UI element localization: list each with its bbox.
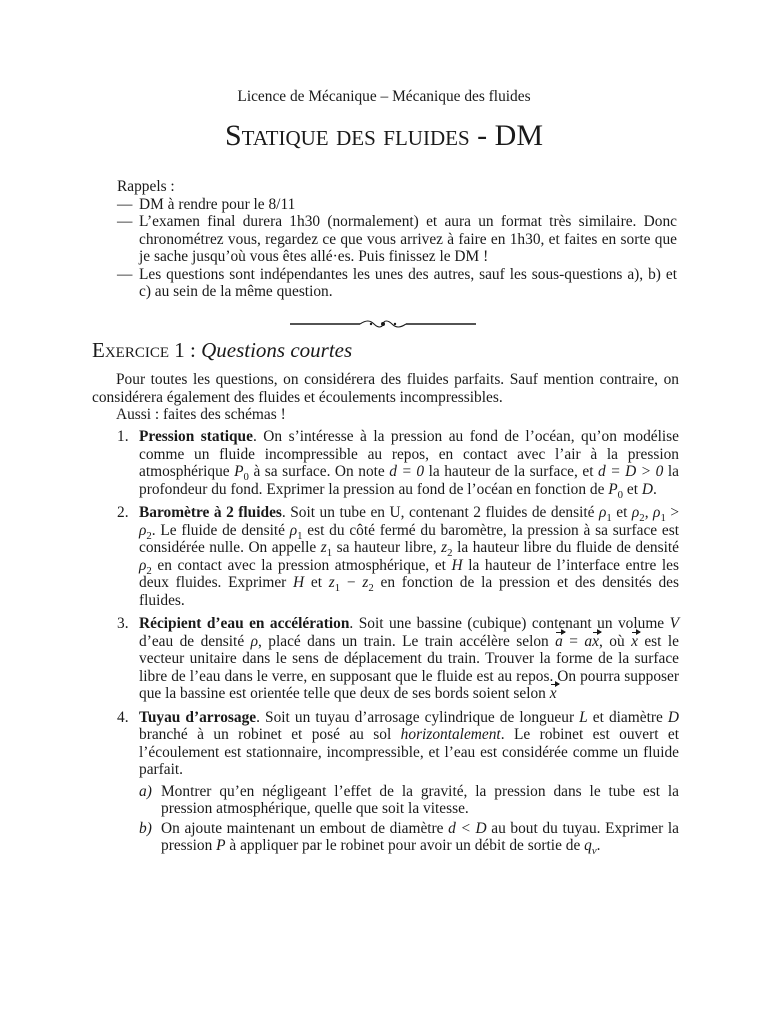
question-text: . Soit un tube en U, contenant 2 fluides de densité (281, 504, 599, 521)
question-text: On ajoute maintenant un embout de diamètre (161, 819, 449, 837)
title-tail: DM (494, 119, 543, 152)
question-text: . Soit un tuyau d’arrosage cylindrique de longueur (256, 708, 580, 726)
question-text: Montrer qu’en négligeant l’effet de la gravité, la pression dans le tube est la pression atmosphérique, quelle que soit la vitesse. (161, 782, 679, 817)
question-text: est le vecteur unitaire dans le sens de déplacement du train. Trouver la forme de la surface libre de l’eau dans le verre, en supposant que le fluide est au repos. On pourra supposer que la bassine est orientée telle que deux de ses bords soient selon (139, 632, 679, 702)
math-expression: d = D > 0 (598, 463, 664, 480)
math-symbol: P (608, 480, 618, 498)
question-number: 3. (117, 615, 129, 632)
math-symbol: z (441, 539, 448, 556)
math-symbol: ρ (631, 504, 640, 521)
question-text: et (304, 574, 329, 591)
math-symbol: z (362, 574, 369, 591)
math-symbol: D (667, 708, 679, 726)
question-text: la hauteur libre du fluide de densité (452, 539, 679, 556)
reminders-heading: Rappels : (117, 178, 175, 195)
question-text: . (596, 837, 601, 854)
question-title: Pression statique (139, 428, 253, 445)
math-subscript: 2 (639, 512, 645, 525)
math-subscript: 1 (606, 512, 612, 525)
math-expression: d = 0 (389, 463, 425, 480)
ornament-divider (290, 317, 476, 331)
math-operator: > (665, 504, 680, 521)
question-text: et (623, 480, 642, 498)
course-header: Licence de Mécanique – Mécanique des fluides (237, 88, 531, 105)
exercise-subtitle: Questions courtes (201, 338, 353, 362)
question-text: , placé dans un train. Le train accélère selon (258, 632, 556, 650)
reminder-item (117, 213, 677, 266)
question-text: , où (598, 632, 632, 650)
question-text: . (653, 480, 657, 498)
math-subscript: 2 (368, 582, 374, 595)
reminder-item (117, 196, 677, 214)
math-symbol: ρ (653, 504, 661, 521)
exercise-colon: : (184, 338, 202, 362)
question-text: en fonction de la pression et des densités des fluides. (139, 574, 679, 609)
math-subscript: 2 (447, 547, 453, 560)
question-text: . Soit une bassine (cubique) contenant un volume (349, 615, 670, 632)
math-subscript: 0 (243, 471, 249, 484)
math-symbol: z (328, 574, 335, 591)
title-separator: - (469, 119, 495, 152)
math-symbol: L (579, 708, 588, 726)
math-symbol: a (584, 632, 593, 650)
math-operator: = (562, 632, 585, 650)
document-title (0, 120, 768, 152)
question-list (117, 428, 679, 861)
question-number: 4. (117, 708, 129, 726)
question-text: d’eau de densité (139, 632, 251, 650)
question-text: la hauteur de la surface, et (424, 463, 598, 480)
math-subscript: 1 (334, 582, 341, 595)
math-symbol: P (216, 837, 226, 854)
question-text: , (644, 504, 654, 521)
math-operator: − (340, 574, 363, 591)
subquestion-b (139, 819, 679, 858)
dash-bullet: — (117, 213, 133, 230)
question-text: branché à un robinet et posé au sol (139, 726, 401, 743)
question-text: sa hauteur libre, (332, 539, 442, 556)
math-symbol: z (320, 539, 327, 556)
question-number: 2. (117, 504, 129, 521)
exercise-heading (92, 338, 352, 362)
math-symbol: ρ (139, 556, 147, 574)
question-text: à appliquer par le robinet pour avoir un débit de sortie de (225, 837, 585, 854)
question-item-1 (117, 428, 680, 501)
question-number: 1. (117, 428, 129, 445)
question-text: et diamètre (587, 708, 668, 726)
math-symbol: H (451, 556, 463, 574)
subquestion-label: a) (139, 782, 152, 800)
vector-x: x (631, 632, 638, 650)
reminder-item (117, 266, 677, 301)
question-item-4 (117, 708, 680, 858)
question-text: . Le fluide de densité (151, 521, 290, 539)
question-text: la hauteur de l’interface entre les deux fluides. Exprimer (139, 556, 679, 591)
question-item-3 (117, 615, 679, 703)
exercise-label: Exercice 1 (92, 338, 185, 362)
question-title: Baromètre à 2 fluides (139, 504, 282, 521)
vector-a: a (555, 632, 563, 650)
math-subscript: 0 (617, 488, 624, 501)
math-symbol: ρ (250, 632, 258, 650)
question-text: . Le robinet est ouvert et l’écoulement est stationnaire, incompressible, et l’eau est considérée comme un fluide parfait. (139, 726, 680, 778)
math-symbol: D (641, 480, 653, 498)
question-item-2 (117, 504, 679, 609)
title-main: Statique des fluides (224, 119, 470, 152)
math-symbol: H (293, 574, 305, 591)
math-symbol: V (669, 615, 679, 632)
math-symbol: ρ (289, 521, 298, 539)
intro-note: Aussi : faites des schémas ! (116, 406, 286, 423)
exercise-intro (92, 371, 679, 424)
question-text: au bout du tuyau. Exprimer la pression (161, 819, 679, 854)
math-expression: d < D (448, 819, 487, 837)
reminders-list (117, 196, 677, 301)
emphasis-text: horizontalement (400, 726, 501, 743)
subquestion-list (139, 782, 679, 858)
subquestion-label: b) (139, 819, 152, 837)
question-title: Tuyau d’arrosage (139, 708, 257, 726)
question-text: est du côté fermé du baromètre, la pression à sa surface est considérée nulle. On appelle (139, 521, 679, 556)
math-symbol: q (584, 837, 592, 854)
math-symbol: ρ (599, 504, 607, 521)
question-text: la profondeur du fond. Exprimer la pression au fond de l’océan en fonction de (139, 463, 679, 498)
math-subscript: 1 (326, 547, 333, 560)
math-subscript: 1 (660, 512, 666, 525)
vector-x: x (592, 632, 599, 650)
vector-x: x (549, 685, 557, 702)
intro-paragraph: Pour toutes les questions, on considérera des fluides parfaits. Sauf mention contraire, on considérera également des fluides et écoulements incompressibles. (92, 371, 679, 406)
question-text: à sa surface. On note (248, 463, 390, 480)
math-subscript: 2 (146, 529, 152, 542)
math-symbol: ρ (139, 521, 147, 539)
reminders-section (117, 178, 677, 301)
question-title: Récipient d’eau en accélération (139, 615, 350, 632)
math-subscript: v (591, 845, 597, 858)
math-subscript: 2 (146, 564, 152, 577)
dash-bullet: — (117, 265, 133, 283)
reminder-text: L’examen final durera 1h30 (normalement) et aura un format très similaire. Donc chronométrez vous, regardez ce que vous arrivez à faire en 1h30, et faites en sorte que je sache jusqu’où vous êtes allé·es. Puis finissez le DM ! (139, 213, 677, 265)
question-text: et (611, 504, 632, 521)
reminder-text: DM à rendre pour le 8/11 (139, 195, 296, 213)
question-text: . On s’intéresse à la pression au fond de l’océan, qu’on modélise comme un fluide incompressible au repos, en contact avec l’air à la pression atmosphérique (139, 428, 680, 480)
dash-bullet: — (117, 195, 133, 213)
math-symbol: P (234, 463, 244, 480)
reminder-text: Les questions sont indépendantes les unes des autres, sauf les sous-questions a), b) et c) au sein de la même question. (139, 265, 677, 300)
math-subscript: 1 (297, 529, 303, 542)
question-text: en contact avec la pression atmosphérique, et (151, 556, 452, 574)
subquestion-a (139, 783, 679, 818)
